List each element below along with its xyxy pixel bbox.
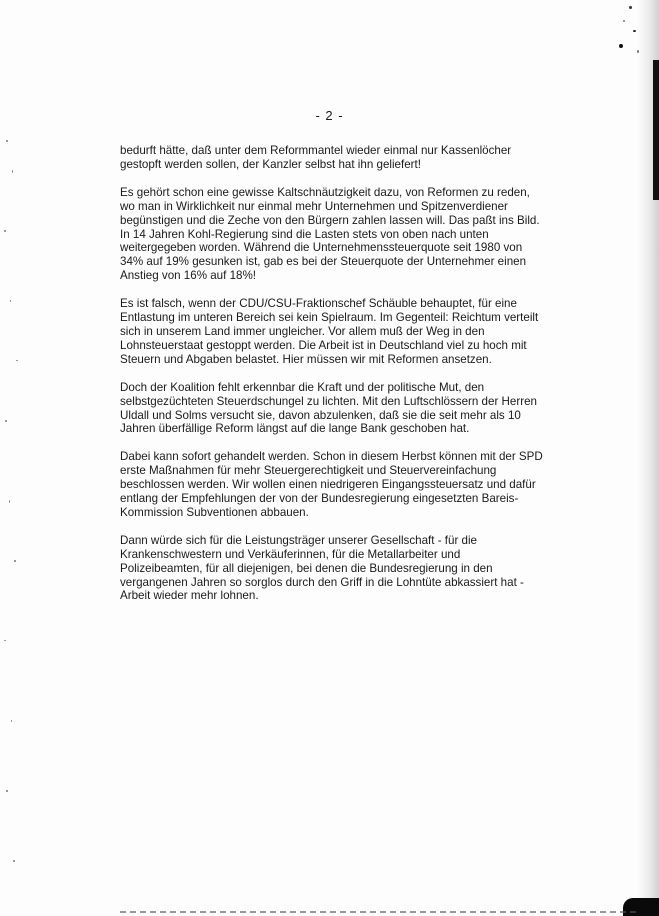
paragraph	[120, 185, 540, 283]
paragraph	[120, 534, 530, 604]
scan-bottom-edge	[120, 911, 640, 913]
text-line: Es ist falsch, wenn der CDU/CSU-Fraktionschef Schäuble behauptet, für eine	[120, 297, 517, 311]
scan-top-right-marks	[615, 0, 645, 60]
page-number: - 2 -	[315, 108, 344, 123]
text-line: Krankenschwestern und Verkäuferinnen, für die Metallarbeiter und	[120, 547, 461, 561]
text-line: In 14 Jahren Kohl-Regierung sind die Lasten stets von oben nach unten	[120, 227, 489, 241]
text-line: Dabei kann sofort gehandelt werden. Schon in diesem Herbst können mit der SPD	[120, 450, 543, 464]
text-line: entlang der Empfehlungen der von der Bundesregierung eingesetzten Bareis-	[120, 492, 519, 506]
scan-corner-blot	[623, 898, 659, 916]
text-line: Anstieg von 16% auf 18%!	[120, 269, 256, 283]
paragraph	[120, 144, 530, 172]
text-line: Dann würde sich für die Leistungsträger unserer Gesellschaft - für die	[120, 533, 478, 547]
text-line: weitergegeben worden. Während die Unternehmenssteuerquote seit 1980 von	[120, 241, 523, 255]
text-line: selbstgezüchteten Steuerdschungel zu lichten. Mit den Luftschlössern der Herren	[120, 394, 537, 408]
scan-left-specks	[0, 0, 24, 916]
text-line: Uldall und Solms versucht sie, davon abzulenken, daß sie die seit mehr als 10	[120, 408, 521, 422]
letter-body	[120, 144, 543, 617]
text-line: Kommission Subventionen abbauen.	[120, 505, 309, 519]
paragraph	[120, 380, 537, 437]
text-line: Arbeit wieder mehr lohnen.	[120, 589, 259, 603]
text-line: bedurft hätte, daß unter dem Reformmantel wieder einmal nur Kassenlöcher	[120, 144, 512, 157]
text-line: erste Maßnahmen für mehr Steuergerechtigkeit und Steuervereinfachung	[120, 464, 497, 478]
paragraph	[120, 297, 539, 367]
text-line: Polizeibeamten, für all diejenigen, bei denen die Bundesregierung in den	[120, 561, 493, 575]
text-line: begünstigen und die Zeche von den Bürgern zahlen lassen will. Das paßt ins Bild.	[120, 213, 540, 227]
text-line: vergangenen Jahren so sorglos durch den Griff in die Lohntüte abkassiert hat -	[120, 575, 524, 589]
text-line: Steuern und Abgaben belastet. Hier müssen wir mit Reformen ansetzen.	[120, 352, 492, 366]
text-line: Jahren überfällige Reform längst auf die lange Bank geschoben hat.	[120, 422, 470, 436]
scan-edge-mark	[653, 60, 659, 200]
paragraph	[120, 450, 543, 520]
text-line: Doch der Koalition fehlt erkennbar die Kraft und der politische Mut, den	[120, 380, 485, 394]
text-line: beschlossen werden. Wir wollen einen niedrigeren Eingangssteuersatz und dafür	[120, 478, 536, 492]
text-line: Entlastung im unteren Bereich sei kein Spielraum. Im Gegenteil: Reichtum verteilt	[120, 311, 539, 325]
text-line: gestopft werden sollen, der Kanzler selbst hat ihn geliefert!	[120, 157, 421, 171]
text-line: sich in unserem Land immer ungleicher. Vor allem muß der Weg in den	[120, 324, 485, 338]
text-line: 34% auf 19% gesunken ist, gab es bei der Steuerquote der Unternehmer einen	[120, 255, 527, 269]
text-line: Lohnsteuerstaat gestoppt werden. Die Arbeit ist in Deutschland viel zu hoch mit	[120, 338, 527, 352]
text-line: wo man in Wirklichkeit nur einmal mehr Unternehmen und Spitzenverdiener	[120, 199, 508, 213]
text-line: Es gehört schon eine gewisse Kaltschnäutzigkeit dazu, von Reformen zu reden,	[120, 185, 530, 199]
